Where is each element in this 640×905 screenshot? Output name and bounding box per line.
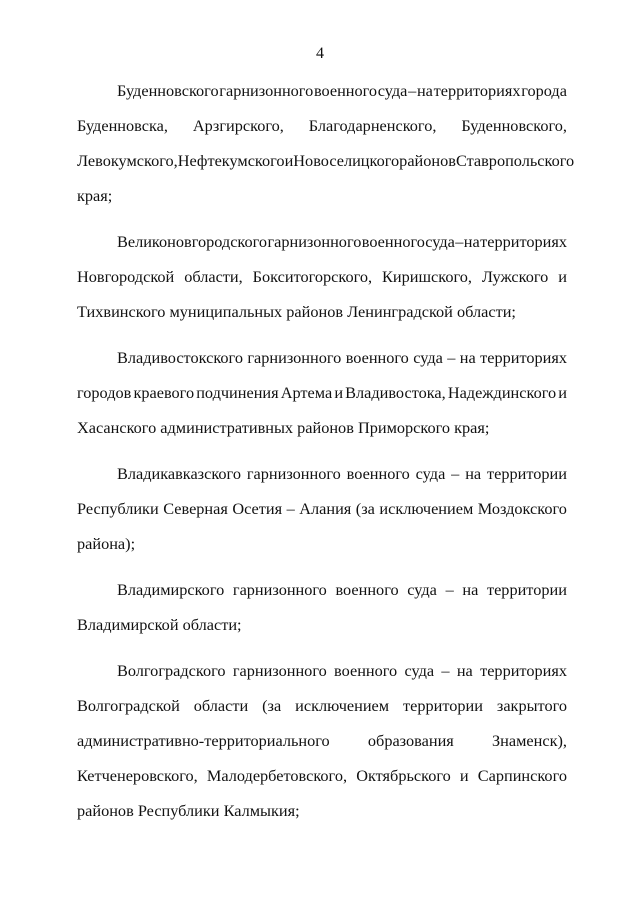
word: Лужского — [481, 267, 549, 286]
word: и — [334, 383, 344, 402]
word: края; — [77, 186, 113, 205]
word: административно-территориального — [77, 731, 330, 750]
word: города — [521, 81, 567, 100]
word: Буденновского, — [461, 116, 567, 135]
word: краевого — [133, 383, 195, 402]
word: – — [408, 81, 417, 100]
word: гарнизонного — [267, 232, 362, 251]
word: военного — [346, 464, 410, 483]
word: на — [462, 580, 479, 599]
text-line — [77, 532, 567, 556]
word: территории — [487, 464, 567, 483]
word: Малодербетовского, — [206, 766, 348, 785]
word: Хасанского — [77, 418, 157, 437]
text-line — [77, 381, 567, 405]
word: – — [451, 464, 460, 483]
word: суда — [415, 464, 446, 483]
word: районов — [399, 151, 456, 170]
word: суда — [407, 580, 437, 599]
word: исключением — [379, 499, 474, 518]
paragraph — [77, 578, 567, 637]
word: Волгоградской — [77, 696, 180, 715]
text-line — [77, 149, 575, 173]
word: Владикавказского — [117, 464, 241, 483]
text-line — [77, 416, 567, 440]
paragraph — [77, 230, 567, 324]
word: Октябрьского — [356, 766, 451, 785]
word: Буденновского — [117, 81, 219, 100]
text-line — [77, 729, 567, 753]
text-line — [77, 462, 567, 486]
word: и — [459, 766, 469, 785]
word: края; — [454, 418, 490, 437]
word: Благодарненского, — [308, 116, 437, 135]
word: Левокумского, — [77, 151, 178, 170]
word: – — [445, 580, 454, 599]
word: суда — [425, 232, 455, 251]
word: Новоселицкого — [293, 151, 400, 170]
word: Приморского — [357, 418, 451, 437]
text-line — [77, 694, 567, 718]
word: военного — [361, 232, 425, 251]
word: подчинения — [196, 383, 279, 402]
word: Алания — [299, 499, 352, 518]
word: районов — [77, 801, 134, 820]
word: – — [447, 348, 456, 367]
word: суда — [377, 81, 408, 100]
text-line — [77, 613, 567, 637]
word: военного — [313, 81, 378, 100]
word: гарнизонного — [232, 661, 327, 680]
word: области, — [184, 267, 243, 286]
word: Республики — [77, 499, 159, 518]
word: гарнизонного — [246, 464, 341, 483]
word: Калмыкия; — [223, 801, 300, 820]
word: и — [558, 383, 567, 402]
word: территориях — [480, 661, 567, 680]
word: Волгоградского — [117, 661, 226, 680]
text-line — [77, 799, 567, 823]
word: Северная — [163, 499, 228, 518]
word: Кетченеровского, — [77, 766, 198, 785]
word: гарнизонного — [219, 81, 314, 100]
word: Надеждинского — [447, 383, 557, 402]
paragraph — [77, 346, 567, 440]
word: области — [193, 696, 249, 715]
word: – — [286, 499, 295, 518]
text-line — [77, 300, 567, 324]
text-line — [77, 346, 567, 370]
word: области; — [182, 615, 242, 634]
word: на — [465, 464, 482, 483]
word: Осетия — [232, 499, 283, 518]
word: районов — [286, 302, 344, 321]
word: территории — [486, 580, 567, 599]
word: территориях — [480, 232, 567, 251]
word: территории — [403, 696, 483, 715]
word: гарнизонного — [247, 348, 342, 367]
word: на — [456, 661, 473, 680]
word: образования — [367, 731, 454, 750]
text-line — [77, 230, 567, 254]
word: гарнизонного — [232, 580, 327, 599]
word: на — [416, 81, 433, 100]
paragraph — [77, 79, 575, 208]
text-line — [77, 659, 567, 683]
word: исключением — [295, 696, 390, 715]
word: военного — [334, 661, 398, 680]
word: суда — [404, 661, 435, 680]
word: Сарпинского — [477, 766, 567, 785]
text-line — [77, 265, 567, 289]
word: территориях — [433, 81, 521, 100]
text-line — [77, 578, 567, 602]
word: и — [284, 151, 294, 170]
word: суда — [413, 348, 443, 367]
word: на — [463, 232, 480, 251]
word: Новгородской — [77, 267, 175, 286]
word: Великоновгородского — [117, 232, 268, 251]
word: – — [441, 661, 450, 680]
word: городов — [77, 383, 132, 402]
word: Владимирского — [117, 580, 225, 599]
word: закрытого — [496, 696, 567, 715]
word: Тихвинского — [77, 302, 166, 321]
word: Знаменск), — [492, 731, 567, 750]
word: Владивостока, — [345, 383, 446, 402]
word: Владимирской — [77, 615, 179, 634]
word: Артема — [280, 383, 333, 402]
word: Республики — [137, 801, 220, 820]
text-line — [77, 764, 567, 788]
word: районов — [297, 418, 354, 437]
word: и — [558, 267, 567, 286]
word: – — [455, 232, 464, 251]
word: военного — [335, 580, 399, 599]
word: Ставропольского — [455, 151, 575, 170]
word: муниципальных — [169, 302, 283, 321]
paragraph — [77, 659, 567, 823]
word: Киришского, — [382, 267, 472, 286]
word: района); — [77, 534, 136, 553]
document-body — [77, 79, 575, 845]
word: Нефтекумского — [177, 151, 285, 170]
text-line — [77, 79, 567, 103]
word: Бокситогорского, — [252, 267, 373, 286]
word: области; — [456, 302, 516, 321]
word: Буденновска, — [77, 116, 168, 135]
word: Ленинградской — [347, 302, 453, 321]
paragraph — [77, 462, 567, 556]
page-number: 4 — [316, 45, 324, 62]
word: Владивостокского — [117, 348, 243, 367]
word: территориях — [480, 348, 567, 367]
word: военного — [345, 348, 409, 367]
text-line — [77, 497, 567, 521]
word: (за — [262, 696, 282, 715]
word: административных — [160, 418, 294, 437]
word: на — [459, 348, 476, 367]
word: Арзгирского, — [192, 116, 284, 135]
text-line — [77, 184, 567, 208]
text-line — [77, 114, 567, 138]
word: Моздокского — [477, 499, 567, 518]
word: (за — [355, 499, 375, 518]
